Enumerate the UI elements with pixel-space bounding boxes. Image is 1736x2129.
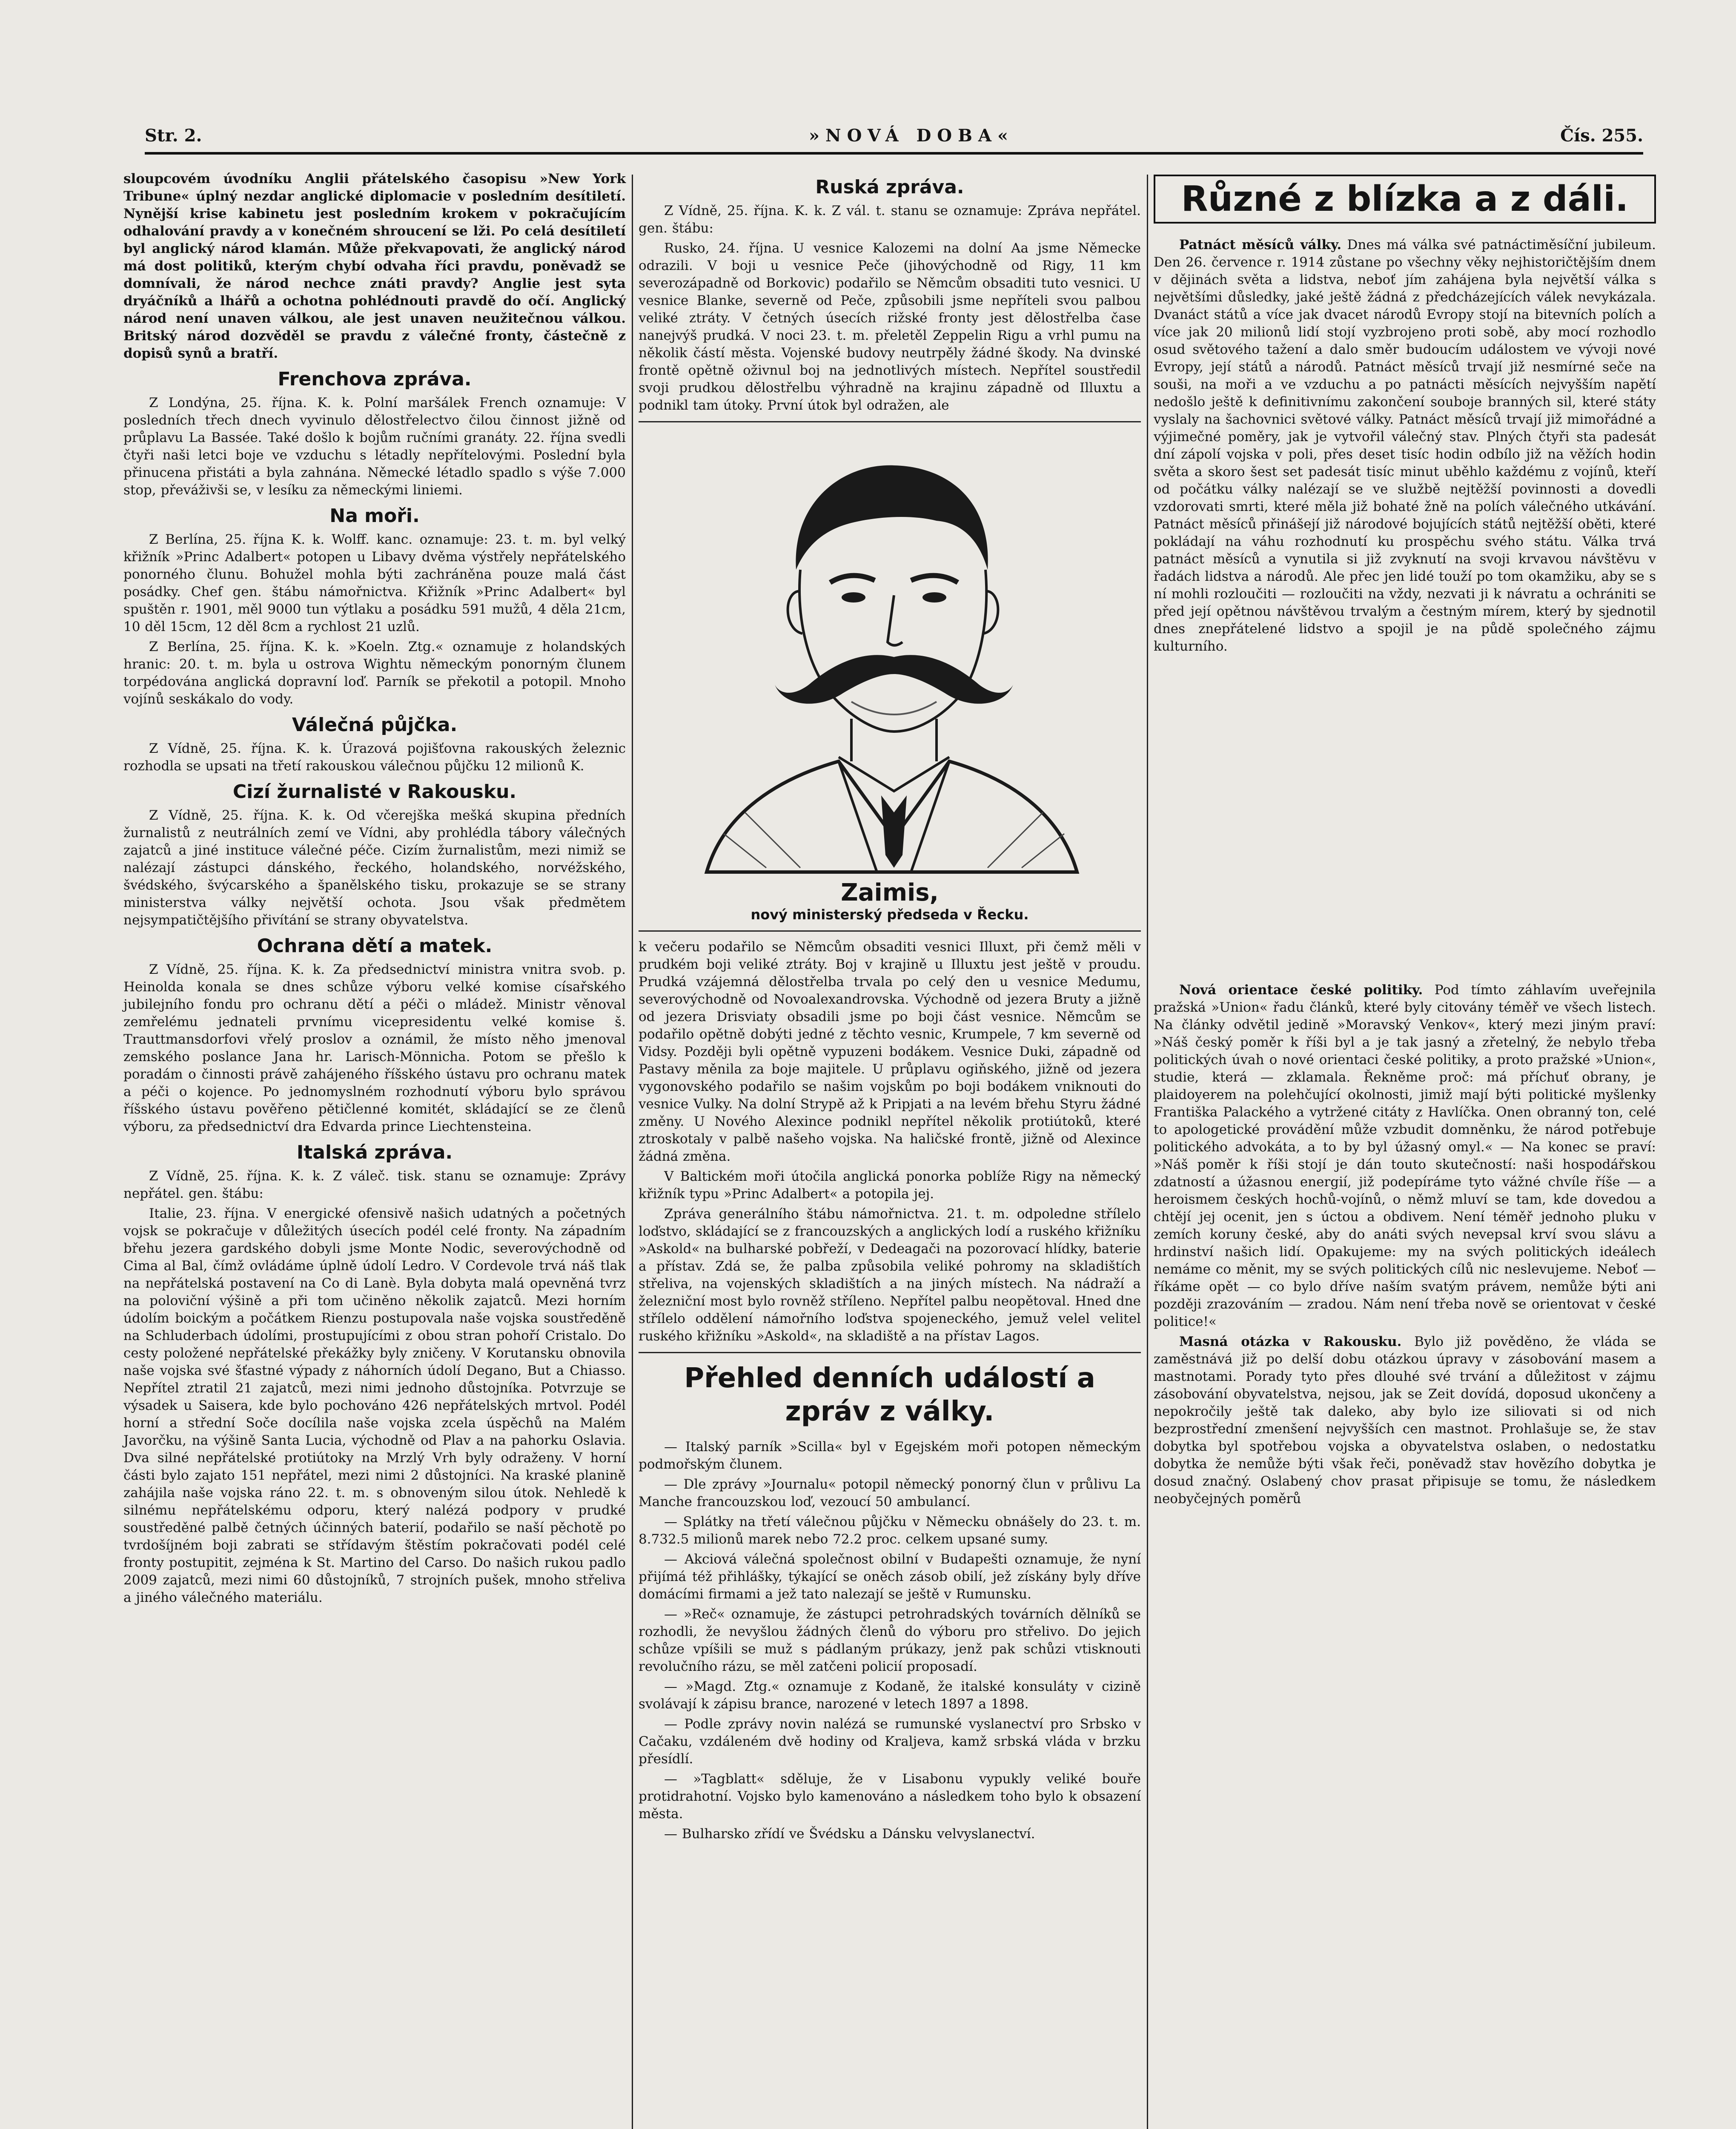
page-header: [145, 117, 1643, 155]
portrait-illustration: [639, 429, 1141, 876]
meat-question-article: [1154, 1333, 1656, 1508]
french-report-text: Z Londýna, 25. října. K. k. Polní maršálek French oznamuje: V posledních třech dnech vyvinulo dělostřelectvo čilou činnost jižně od průplavu La Bassée. Také došlo k bojům ručními granáty. 22. října svedli čtyři naši letci boje ve vzduchu s létadly nepřítelovými. Poslední byla přinucena přistáti a byla zahnána. Německé létadlo spadlo s výše 7.000 stop, převáživši se, v lesíku za německými liniemi.: [123, 395, 626, 498]
fifteen-months-text: Dnes má válka své patnáctiměsíční jubileum. Den 26. července r. 1914 zůstane po všechny věky nejhistoričtějším dnem v dějinách světa a lidstva, neboť jím zahájena byla největší válka s největšími důsledky, jaké ještě žádná z předcházejících válek nevykázala. Dvanáct států a více jak dvacet národů Evropy stojí na bitevních polích a více jak 20 milionů lidí stojí vyzbrojeno proti sobě, aby mocí rozhodlo osud světového tažení a dalo směr budoucím událostem ve vývoji nové Evropy, její států a národů. Patnáct měsíců trvají již nesmírné seče na souši, na moři a ve vzduchu a po patnácti měsících nejvyšším napětí nedošlo ještě k definitivnímu zakončení souboje branných sil, které státy vyslaly na šachovnici světové války. Patnáct měsíců trvají již mimořádné a výjimečné poměry, jak je vytvořil válečný stav. Plných čtyři sta padesát dní zápolí vojska v poli, přes deset tisíc hodin odbílo již na věžích hodin světa a skoro šest set padesát tisíc minut uběhlo každému z vojínů, kteří od počátku války nalézají se ve službě nejtěžší povinnosti a dovedli vzdorovati smrti, které měla již bohaté žně na polích válečného utkávání. Patnáct měsíců přinášejí již národové bojujících států nejtěžší oběti, které pokládají na váhu rozhodnutí ku prospěchu svého státu. Válka trvá patnáct měsíců a vynutila si již zvyknutí na svoji krvavou návštěvu v řadách lidstva a národů. Ale přec jen lidé touží po tom okamžiku, aby se s ní mohli rozloučiti — rozloučiti na vždy, nezvati ji k návratu a ochrániti se před její opětnou návštěvou trvalým a čestným mírem, který by sjednotil dnes znepřátelené lidstvo a spojil je na půdě společného zájmu kulturního.: [1154, 237, 1656, 654]
italian-report-intro: Z Vídně, 25. října. K. k. Z váleč. tisk. stanu se oznamuje: Zprávy nepřátel. gen. štábu:: [123, 1168, 626, 1201]
czech-politics-article: [1154, 981, 1656, 1331]
miscellany-section-title: Různé z blízka a z dáli.: [1154, 175, 1656, 224]
daily-overview-title: Přehled denních událostí a zpráv z války.: [684, 1363, 1095, 1427]
portrait-caption-subtitle: nový ministerský předseda v Řecku.: [751, 907, 1029, 923]
issue-number: Čís. 255.: [1560, 126, 1643, 146]
news-item: — Akciová válečná společnost obilní v Budapešti oznamuje, že nyní přijímá též přihlášky, týkající se oněch zásob obilí, jež získány byly dříve domácími firmami a jež tato nalezají se ještě v Rumunsku.: [639, 1552, 1141, 1602]
portrait-caption-name: Zaimis,: [841, 879, 939, 907]
french-report-title: Frenchova zpráva.: [278, 368, 472, 390]
column-divider-1: [632, 175, 633, 2129]
russian-report-text: Rusko, 24. října. U vesnice Kalozemi na dolní Aa jsme Německe odrazili. V boji u vesnice Peče (jihovýchodně od Rigy, 11 km severozápadně od Borkovic) podařilo se Němcům obsaditi tuto vesnici. U vesnice Blanke, severně od Peče, způsobili jsme nepříteli svou palbou veliké ztráty. V četných úsecích rižské fronty jest dělostřelba čase nanejvýš prudká. V noci 23. t. m. přeletěl Zeppelin Rigu a vrhl pumu na několik částí města. Vojenské budovy neutrpěly žádné škody. Na dvinské frontě opětně oživnul boj na jednotlivých místech. Nepřítel soustředil svoji prudkou dělostřelbu výhradně na krajinu západně od Illuxtu a podnikl tam útoky. První útok byl odražen, ale: [639, 241, 1141, 413]
news-item: — »Reč« oznamuje, že zástupci petrohradských továrních dělníků se rozhodli, že nevyšlou žádných členů do výboru pro střelivo. Do jejich schůze vpíšili se muž s pádlaným prúkazy, jenž pak schůzi vtisknouti revolučního rázu, se měl zatčeni policií proposadí.: [639, 1607, 1141, 1674]
russian-report-title: Ruská zpráva.: [815, 176, 964, 198]
sea-text-1: Z Berlína, 25. října K. k. Wolff. kanc. oznamuje: 23. t. m. byl velký křižník »Princ Adalbert« potopen u Libavy dvěma výstřely nepřátelského ponorného člunu. Bohužel mohla býti zachráněna pouze malá část posádky. Chef gen. štábu námořnictva. Křižník »Princ Adalbert« byl spuštěn r. 1901, měl 9000 tun výtlaku a posádku 591 mužů, 4 děla 21cm, 10 děl 15cm, 12 děl 8cm a rychlost 21 uzlů.: [123, 532, 626, 634]
baltic-text-2: Zpráva generálního štábu námořnictva. 21. t. m. odpoledne střílelo loďstvo, skládající se z francouzských a anglických lodí a ruského křižníku »Askold« na bulharské pobřeží, v Dedeagači na pozorovací hlídky, baterie a přístav. Zdá se, že palba způsobila veliké pohromy na skladištích střeliva, na vojenských skladištích a na jiných místech. Na nádraží a železniční most bylo rovněž stříleno. Nepřítel palbu neopětoval. Hned dne střílelo oddělení námořního loďstva spojeneckého, jemuž velel velitel ruského křižníku »Askold«, na skladiště a na přístav Lagos.: [639, 1206, 1141, 1344]
sea-title: Na moři.: [329, 505, 420, 527]
children-protection-title: Ochrana dětí a matek.: [257, 935, 493, 957]
masthead: »NOVÁ DOBA«: [809, 126, 1014, 146]
news-item: — Dle zprávy »Journalu« potopil německý ponorný člun v průlivu La Manche francouzskou loď, vezoucí 50 ambulancí.: [639, 1477, 1141, 1509]
news-item: — Podle zprávy novin nalézá se rumunské vyslanectví pro Srbsko v Cačaku, vzdáleném dvě hodiny od Kraljeva, kamž srbská vláda v brzku přesídlí.: [639, 1716, 1141, 1767]
page-number: Str. 2.: [145, 126, 202, 146]
intro-article: sloupcovém úvodníku Anglii přátelského časopisu »New York Tribune« úplný nezdar anglické diplomacie v posledním desítiletí. Nynější krise kabinetu jest posledním krokem v pokračujícím odhalování pravdy a v konečném shroucení se lži. Po celá desítiletí byl anglický národ klamán. Může překvapovati, že anglický národ má dost politiků, kterým chybí odvaha říci pravdu, poněvadž se domnívali, že národ nechce znáti pravdy? Anglie jest syta dryáčníků a lhářů a ochotna pohlédnouti pravdě do očí. Anglický národ není unaven válkou, ale jest unaven neužitečnou válkou. Britský národ dozvěděl se pravdu z válečné fronty, částečně z dopisů synů a bratří.: [123, 171, 626, 361]
journalists-text: Z Vídně, 25. října. K. k. Od včerejška mešká skupina předních žurnalistů z neutrálních zemí ve Vídni, aby prohlédla tábory válečných zajatců a jiné instituce válečné péče. Cizím žurnalistům, mezi nimiž se nalézají zástupci dánského, řeckého, holandského, norvéžského, švédského, švýcarského a španělského tisku, prokazuje se se strany ministerstva války největší ochota. Jsou však předmětem nejsympatičtějšího přivítání se strany obyvatelstva.: [123, 808, 626, 928]
war-loan-text: Z Vídně, 25. října. K. k. Úrazová pojišťovna rakouských železnic rozhodla se upsati na třetí rakouskou válečnou půjčku 12 milionů K.: [123, 741, 626, 774]
journalists-title: Cizí žurnalisté v Rakousku.: [232, 781, 517, 803]
czech-politics-text: Pod tímto záhlavím uveřejnila pražská »Union« řadu článků, které byly citovány téměř ve všech listech. Na články odvětil jedině »Moravský Venkov«, který mezi jiným praví: »Náš český poměr k říši byl a je tak jasný a zřetelný, že nebylo třeba politických úvah o nové orientaci české politiky, a proto pražské »Union«, studie, která — zklamala. Řekněme proč: má příchuť obrany, je plaidoyerem na polehčující okolnosti, jimiž mají býti politické myšlenky Františka Palackého a vytržené citáty z Havlíčka. Onen obranný ton, celé to apologetické provádění může vzbudit domněnku, že národ potřebuje politického advokáta, a to by byl úžasný omyl.« — Na konec se praví: »Náš poměr k říši stojí je dán touto skutečností: naši hospodářskou zdatností a úžasnou energií, již podepíráme tyto vážné chvíle říše — a heroismem českých hochů-vojínů, o němž mluví se tam, kde dovedou a chtějí jej ocenit, jen s úctou a obdivem. Není téměř jednoho pluku v zemích koruny české, aby do anáti svých nevepsal krví svou slávu a hrdinství našich lidí. Opakujeme: my na svých politických ideálech nemáme co měnit, my se svých politických cílů nic neslevujeme. Neboť — říkáme opět — co bylo dříve naším svatým právem, nemůže býti ani později zrazováním — zradou. Nám není třeba nově se orientovat v české politice!«: [1154, 982, 1656, 1329]
baltic-text-1: V Baltickém moři útočila anglická ponorka poblíže Rigy na německý křižník typu »Princ Adalbert« a potopila jej.: [639, 1169, 1141, 1202]
czech-politics-lead: Nová orientace české politiky.: [1179, 982, 1423, 998]
news-item: — »Tagblatt« sděluje, že v Lisabonu vypukly veliké bouře protidrahotní. Vojsko bylo kamenováno a následkem toho bylo k obsazení města.: [639, 1771, 1141, 1822]
sea-text-2: Z Berlína, 25. října. K. k. »Koeln. Ztg.« oznamuje z holandských hranic: 20. t. m. byla u ostrova Wightu německým ponorným člunem torpédována anglická dopravní loď. Parník se překotil a potopil. Mnoho vojínů seskákalo do vody.: [123, 639, 626, 707]
column-middle: [639, 170, 1141, 1845]
children-protection-text: Z Vídně, 25. října. K. k. Za předsednictví ministra vnitra svob. p. Heinolda konala se dnes schůze výboru velké komise císařského jubilejního fondu pro ochranu dětí a péči o mládež. Ministr věnoval zemřelému jednateli prvnímu vicepresidentu velké komise š. Trauttmansdorfovi vřelý proslov a oznámil, že místo něho jmenoval zemského poslance Jana hr. Larisch-Mönnicha. Potom se přešlo k poradám o činnosti právě zahájeného říšského ústavu pro ochranu matek a péči o kojence. Po jednomyslném rozhodnutí výboru bylo správou říšského ústavu pověřeno pětičlenné komitét, skládající se ze členů výboru, za předsednictví dra Edvarda prince Liechtensteina.: [123, 962, 626, 1134]
fifteen-months-article: [1154, 236, 1656, 655]
news-item: — »Magd. Ztg.« oznamuje z Kodaně, že italské konsuláty v cizině svolávají k zápisu brance, narozené v letech 1897 a 1898.: [639, 1679, 1141, 1712]
news-item: — Italský parník »Scilla« byl v Egejském moři potopen německým podmořským člunem.: [639, 1439, 1141, 1472]
meat-question-lead: Masná otázka v Rakousku.: [1179, 1334, 1402, 1349]
column-left: [123, 170, 626, 1609]
news-item: — Bulharsko zřídí ve Švédsku a Dánsku velvyslanectví.: [664, 1826, 1035, 1842]
war-loan-title: Válečná půjčka.: [292, 714, 458, 736]
divider: [639, 930, 1141, 932]
italian-report-title: Italská zpráva.: [296, 1142, 453, 1163]
russian-report-intro: Z Vídně, 25. října. K. k. Z vál. t. stanu se oznamuje: Zpráva nepřátel. gen. štábu:: [639, 203, 1141, 236]
fifteen-months-lead: Patnáct měsíců války.: [1179, 237, 1342, 252]
news-item: — Splátky na třetí válečnou půjčku v Německu obnášely do 23. t. m. 8.732.5 milionů marek nebo 72.2 proc. celkem upsané sumy.: [639, 1514, 1141, 1547]
column-right: [1154, 170, 1656, 1510]
blank-space: [1154, 658, 1656, 981]
divider: [639, 1352, 1141, 1353]
header-rule: [145, 152, 1643, 155]
divider: [639, 421, 1141, 422]
column-divider-2: [1147, 175, 1148, 2129]
russian-report-continued: k večeru podařilo se Němcům obsaditi vesnici Illuxt, při čemž měli v prudkém boji veliké ztráty. Boj v krajině u Illuxtu jest ještě v proudu. Prudká vzájemná dělostřelba trvala po celý den u vesnice Medumu, severovýchodně od Novoalexandrovska. Východně od jezera Bruty a jižně od jezera Drisviaty obsadili jsme po boji část vesnice. Němcům se podařilo opětně dobýti jedné z těchto vesnic, Krumpele, 7 km severně od Vidsy. Později byli opětně vypuzeni bodákem. Vesnice Duki, západně od Pastavy měnila za boje majitele. U průplavu ogiňského, jižně od jezera vygonovského podařilo se našim vojskům po boji bodákem vniknouti do vesnice Vulky. Na dolní Strypě až k Pripjati a na levém břehu Styru žádné změny. U Nového Alexince podnikl nepřítel několik protiútoků, které ztroskotaly v palbě našeho vojska. Na haličské frontě, jižně od Alexince žádná změna.: [639, 939, 1141, 1164]
italian-report-text: Italie, 23. října. V energické ofensivě našich udatných a početných vojsk se pokračuje v důležitých úsecích podél celé fronty. Na západním břehu jezera gardského dobyli jsme Monte Nodic, severovýchodně od Cima al Bal, čímž ovládáme úplně údolí Ledro. V Cordevole trvá náš tlak na nepřátelská postavení na Co di Lanè. Byla dobyta malá opevněná tvrz na poloviční výšině a při tom učiněno několik zajatců. Mezi horním údolím boickým a počátkem Rienzu postupovala naše vojska soustředěně na Schluderbach údolími, prostupujícími z obou stran pohoří Cristalo. Do cesty položené nepřátelské překážky byly zničeny. V Korutansku obnovila naše vojska své šťastné výpady z náhorních údolí Degano, But a Chiasso. Nepřítel ztratil 21 zajatců, mezi nimi jednoho důstojníka. Potvrzuje se výsadek u Saisera, kde bylo pochováno 426 nepřátelských mrtvol. Podél horní a střední Soče docílila naše vojska zcela úspěchů na Malém Javorčku, na výšině Santa Lucia, východně od Plav a na pahorku Oslavia. Dva silné nepřátelské protiútoky na Mrzlý Vrh byly odraženy. V horní části bylo zajato 151 nepřátel, mezi nimi 2 důstojníci. Na kraské planině zahájila naše vojska ráno 22. t. m. s obnoveným silou útok. Nehledě k silnému nepřátelskému odporu, který nalézá podpory v prudké soustředěné palbě četných účinných baterií, podařilo se naší pěchotě po tvrdošíjném boji zabrati se střídavým štěstím pokračovati podél celé fronty postupitit, zejména k St. Martino del Carso. Do našich rukou padlo 2009 zajatců, mezi nimi 60 důstojníků, 7 strojních pušek, mnoho střeliva a jiného válečného materiálu.: [123, 1206, 626, 1605]
portrait-drawing: [639, 429, 1141, 876]
meat-question-text: Bylo již pověděno, že vláda se zaměstnává již po delší dobu otázkou úpravy v zásobování masem a mastnotami. Porady tyto přes dlouhé své trvání a důležitost v zájmu zásobování obyvatelstva, nejsou, jak se Zeit dovídá, doposud ukončeny a nepokročily ještě tak daleko, aby bylo ize siliovati si od nich bezprostřední zmenšení nejvyšších cen mastnot. Prohlašuje se, že stav dobytka byl spotřebou vojska a obyvatelstva oslaben, o nedostatku dobytka že nemůže býti však řeči, poněvadž stav hovězího dobytka je dosud značný. Oslabený chov prasat připisuje se tomu, že následkem neobyčejných poměrů: [1154, 1334, 1656, 1506]
